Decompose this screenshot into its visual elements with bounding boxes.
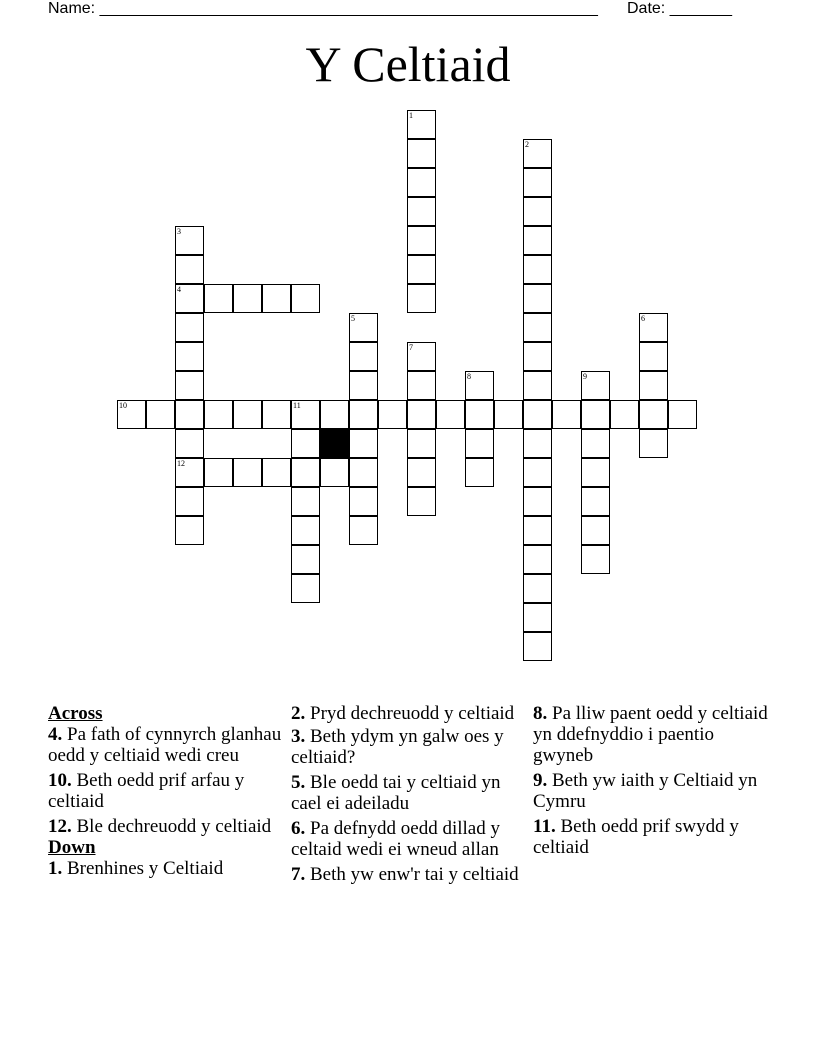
clue-down-9: 9. Beth yw iaith y Celtiaid yn Cymru <box>533 770 758 812</box>
cell-number: 5 <box>351 314 355 323</box>
cell-number: 1 <box>409 111 413 120</box>
grid-cell[interactable] <box>639 371 668 400</box>
grid-cell[interactable] <box>291 516 320 545</box>
down-heading: Down <box>48 837 96 858</box>
grid-cell[interactable] <box>407 429 436 458</box>
grid-cell[interactable] <box>175 313 204 342</box>
grid-cell[interactable] <box>175 400 204 429</box>
grid-cell[interactable] <box>581 371 610 400</box>
grid-cell[interactable] <box>204 458 233 487</box>
grid-cell[interactable] <box>117 400 146 429</box>
grid-cell[interactable] <box>523 487 552 516</box>
grid-cell[interactable] <box>465 371 494 400</box>
grid-cell[interactable] <box>291 400 320 429</box>
clue-down-11: 11. Beth oedd prif swydd y celtiaid <box>533 816 739 858</box>
grid-cell[interactable] <box>523 371 552 400</box>
grid-cell[interactable] <box>349 371 378 400</box>
grid-cell[interactable] <box>581 400 610 429</box>
grid-cell[interactable] <box>523 226 552 255</box>
grid-cell[interactable] <box>523 139 552 168</box>
grid-cell[interactable] <box>407 342 436 371</box>
cell-number: 3 <box>177 227 181 236</box>
grid-cell[interactable] <box>291 458 320 487</box>
name-field-label: Name: ________________________________________________________ <box>48 0 598 17</box>
date-field-label: Date: _______ <box>627 0 732 17</box>
grid-cell[interactable] <box>523 458 552 487</box>
clue-down-3: 3. Beth ydym yn galw oes y celtiaid? <box>291 726 504 768</box>
clue-down-7: 7. Beth yw enw'r tai y celtiaid <box>291 864 519 885</box>
cell-number: 4 <box>177 285 181 294</box>
grid-cell[interactable] <box>523 400 552 429</box>
grid-cell[interactable] <box>407 458 436 487</box>
grid-cell[interactable] <box>349 429 378 458</box>
grid-cell[interactable] <box>349 342 378 371</box>
grid-cell[interactable] <box>262 400 291 429</box>
grid-cell[interactable] <box>320 458 349 487</box>
grid-cell[interactable] <box>349 313 378 342</box>
grid-cell[interactable] <box>175 516 204 545</box>
grid-cell[interactable] <box>407 226 436 255</box>
grid-cell[interactable] <box>407 284 436 313</box>
grid-cell[interactable] <box>407 487 436 516</box>
cell-number: 6 <box>641 314 645 323</box>
grid-cell[interactable] <box>523 284 552 313</box>
grid-cell[interactable] <box>465 429 494 458</box>
grid-cell[interactable] <box>523 545 552 574</box>
clue-down-5: 5. Ble oedd tai y celtiaid yn cael ei adeiladu <box>291 772 501 814</box>
grid-cell[interactable] <box>610 400 639 429</box>
clue-down-6: 6. Pa defnydd oedd dillad y celtaid wedi ei wneud allan <box>291 818 500 860</box>
grid-cell[interactable] <box>581 487 610 516</box>
grid-cell[interactable] <box>175 284 204 313</box>
blocked-cell <box>320 429 349 458</box>
cell-number: 8 <box>467 372 471 381</box>
grid-cell[interactable] <box>233 458 262 487</box>
cell-number: 11 <box>293 401 301 410</box>
grid-cell[interactable] <box>320 400 349 429</box>
clue-column-3 <box>533 703 773 862</box>
grid-cell[interactable] <box>523 197 552 226</box>
grid-cell[interactable] <box>581 545 610 574</box>
cell-number: 12 <box>177 459 185 468</box>
cell-number: 2 <box>525 140 529 149</box>
grid-cell[interactable] <box>523 574 552 603</box>
grid-cell[interactable] <box>407 168 436 197</box>
grid-cell[interactable] <box>436 400 465 429</box>
grid-cell[interactable] <box>291 574 320 603</box>
grid-cell[interactable] <box>204 284 233 313</box>
grid-cell[interactable] <box>639 313 668 342</box>
grid-cell[interactable] <box>175 342 204 371</box>
clue-across-4: 4. Pa fath of cynnyrch glanhau oedd y celtiaid wedi creu <box>48 724 282 766</box>
grid-cell[interactable] <box>262 458 291 487</box>
grid-cell[interactable] <box>494 400 523 429</box>
grid-cell[interactable] <box>523 255 552 284</box>
grid-cell[interactable] <box>465 458 494 487</box>
grid-cell[interactable] <box>349 487 378 516</box>
grid-cell[interactable] <box>523 313 552 342</box>
grid-cell[interactable] <box>175 255 204 284</box>
clue-across-10: 10. Beth oedd prif arfau y celtiaid <box>48 770 245 812</box>
grid-cell[interactable] <box>407 139 436 168</box>
grid-cell[interactable] <box>349 516 378 545</box>
grid-cell[interactable] <box>175 371 204 400</box>
grid-cell[interactable] <box>523 516 552 545</box>
grid-cell[interactable] <box>639 400 668 429</box>
grid-cell[interactable] <box>262 284 291 313</box>
grid-cell[interactable] <box>291 487 320 516</box>
grid-cell[interactable] <box>233 400 262 429</box>
grid-cell[interactable] <box>523 168 552 197</box>
grid-cell[interactable] <box>291 545 320 574</box>
grid-cell[interactable] <box>407 110 436 139</box>
grid-cell[interactable] <box>465 400 494 429</box>
grid-cell[interactable] <box>552 400 581 429</box>
cell-number: 7 <box>409 343 413 352</box>
clue-down-1: 1. Brenhines y Celtiaid <box>48 858 224 879</box>
grid-cell[interactable] <box>639 429 668 458</box>
grid-cell[interactable] <box>378 400 407 429</box>
grid-cell[interactable] <box>175 429 204 458</box>
grid-cell[interactable] <box>523 603 552 632</box>
grid-cell[interactable] <box>407 255 436 284</box>
grid-cell[interactable] <box>407 400 436 429</box>
grid-cell[interactable] <box>291 429 320 458</box>
clue-across-12: 12. Ble dechreuodd y celtiaid <box>48 816 272 837</box>
page-title: Y Celtiaid <box>305 36 511 92</box>
grid-cell[interactable] <box>204 400 233 429</box>
grid-cell[interactable] <box>146 400 175 429</box>
grid-cell[interactable] <box>291 284 320 313</box>
clue-column-1 <box>48 703 288 883</box>
grid-cell[interactable] <box>523 632 552 661</box>
grid-cell[interactable] <box>175 458 204 487</box>
cell-number: 9 <box>583 372 587 381</box>
across-heading: Across <box>48 703 103 724</box>
grid-cell[interactable] <box>349 400 378 429</box>
grid-cell[interactable] <box>668 400 697 429</box>
cell-number: 10 <box>119 401 127 410</box>
grid-cell[interactable] <box>581 516 610 545</box>
grid-cell[interactable] <box>349 458 378 487</box>
grid-cell[interactable] <box>175 487 204 516</box>
grid-cell[interactable] <box>175 226 204 255</box>
grid-cell[interactable] <box>581 458 610 487</box>
grid-cell[interactable] <box>407 371 436 400</box>
grid-cell[interactable] <box>523 429 552 458</box>
clue-down-8: 8. Pa lliw paent oedd y celtiaid yn ddefnyddio i paentio gwyneb <box>533 703 768 766</box>
grid-cell[interactable] <box>581 429 610 458</box>
grid-cell[interactable] <box>523 342 552 371</box>
grid-cell[interactable] <box>639 342 668 371</box>
clue-column-2 <box>291 703 531 889</box>
grid-cell[interactable] <box>233 284 262 313</box>
grid-cell[interactable] <box>407 197 436 226</box>
clue-down-2: 2. Pryd dechreuodd y celtiaid <box>291 703 515 724</box>
